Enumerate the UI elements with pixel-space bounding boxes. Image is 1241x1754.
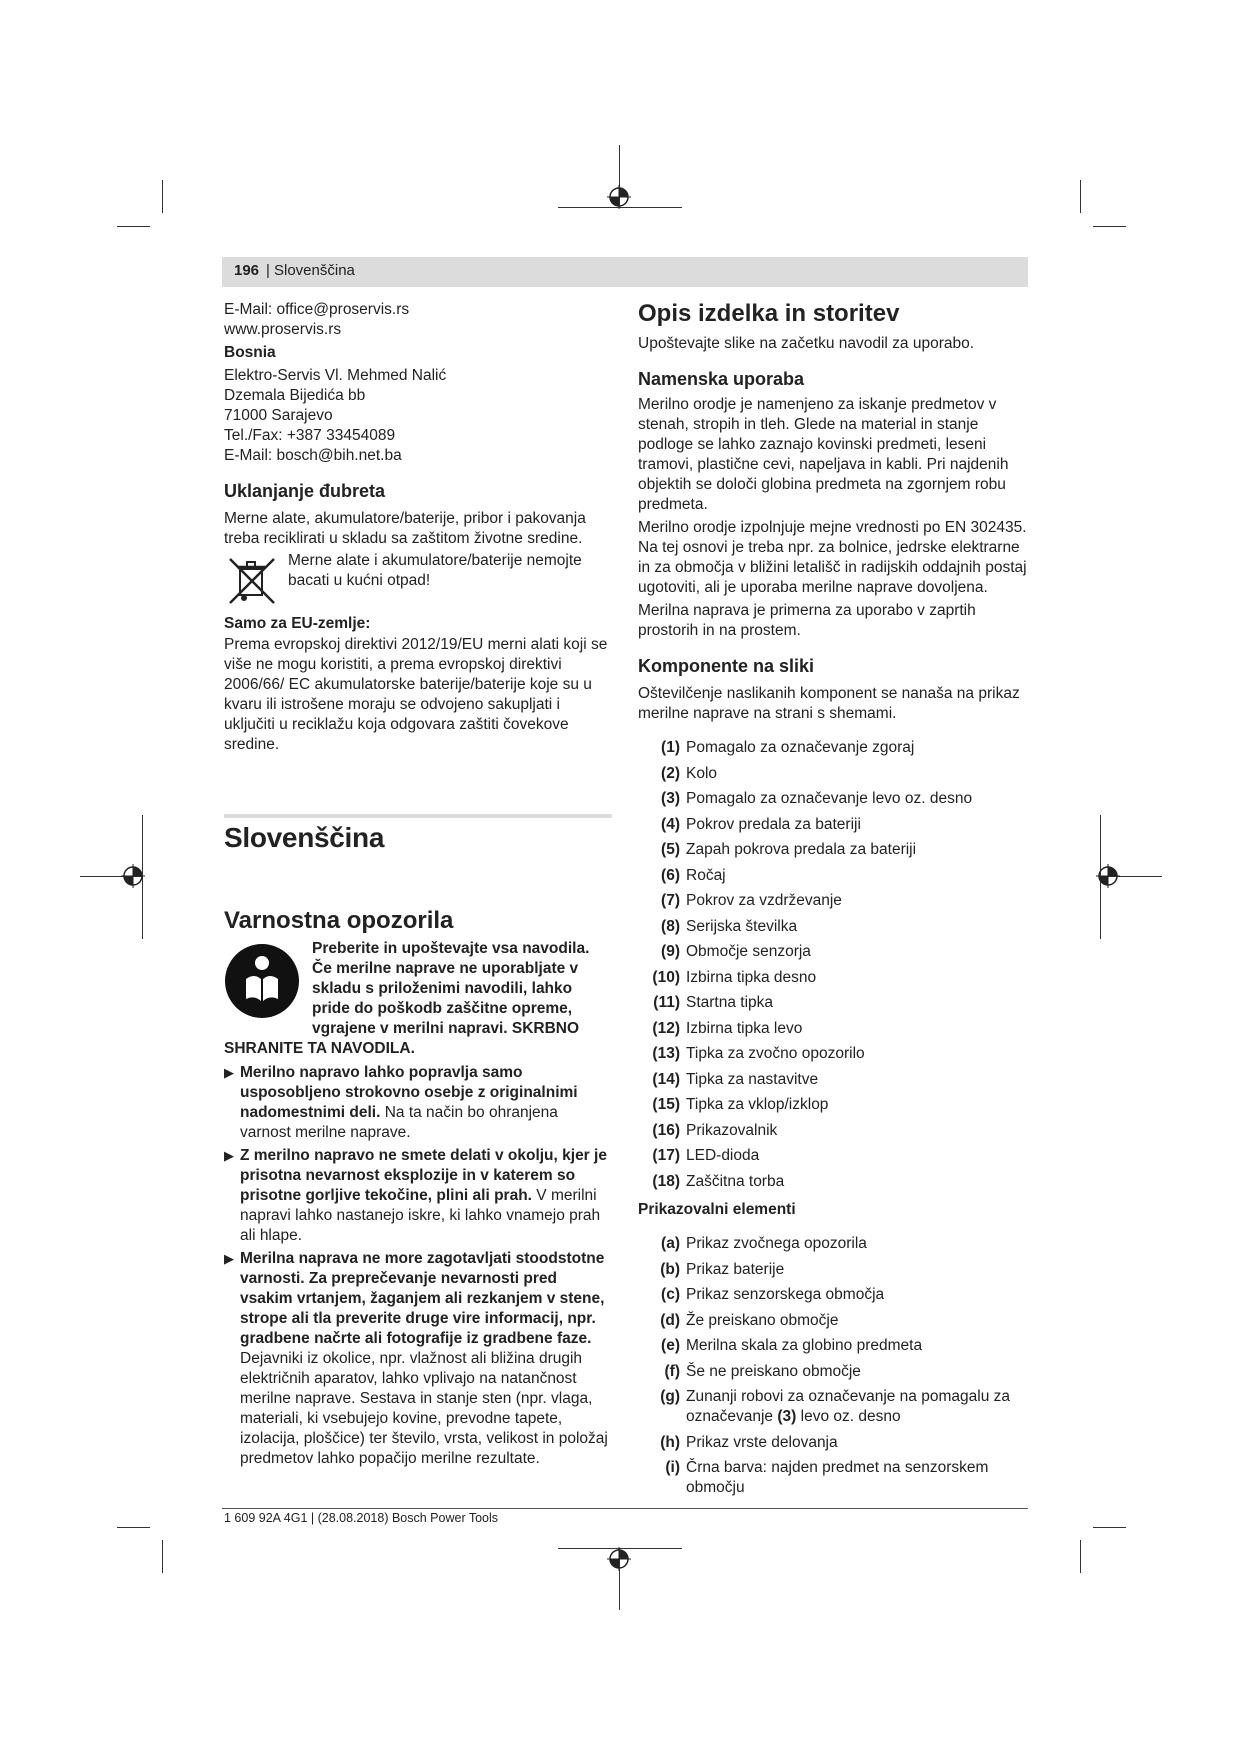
list-item: (15) Tipka za vklop/izklop xyxy=(652,1096,829,1113)
section-rule xyxy=(224,814,612,818)
header-language: Slovenščina xyxy=(274,262,355,279)
registration-target-icon xyxy=(607,1547,631,1571)
address-line: Elektro-Servis Vl. Mehmed Nalić xyxy=(224,367,447,384)
list-item: (9) Območje senzorja xyxy=(661,943,811,960)
list-item: (a) Prikaz zvočnega opozorila xyxy=(661,1235,867,1252)
crop-mark xyxy=(1093,226,1126,227)
address-line: Tel./Fax: +387 33454089 xyxy=(224,427,396,444)
crop-mark xyxy=(162,180,163,213)
registration-target-icon xyxy=(607,185,631,209)
safety-bullet xyxy=(224,1063,612,1143)
crop-mark xyxy=(117,226,150,227)
triangle-bullet-icon: ▶ xyxy=(224,1251,234,1266)
product-intro: Upoštevajte slike na začetku navodil za uporabo. xyxy=(638,335,975,352)
components-list xyxy=(638,738,1030,1197)
list-item: (1) Pomagalo za označevanje zgoraj xyxy=(661,739,915,756)
bullet-bold: Merilna naprava ne more zagotavljati stoodstotne varnosti. Za preprečevanje nevarnosti pred vsakim vrtanjem, žaganjem ali rezkanjem v stene, strope ali tla preverite druge vire informacij, npr. gradbene načrte ali fotografije iz gradbene faze. xyxy=(240,1250,605,1347)
list-item: (10) Izbirna tipka desno xyxy=(652,968,817,986)
bullet-text: V merilni napravi lahko nastanejo iskre, ki lahko vnamejo prah ali hlape. xyxy=(240,1187,601,1244)
page-number: 196 xyxy=(234,262,260,279)
list-item: (g) Zunanji robovi za označevanje na pomagalu za označevanje (3) levo oz. desno xyxy=(660,1388,1010,1425)
bullet-text: Dejavniki iz okolice, npr. vlažnost ali bližina drugih električnih aparatov, lahko vplivajo na natančnost merilne naprave. Sestava in stanje sten (npr. vlaga, materiali, ki vsebujejo kovine, prevodne tapete, izolacija, ploščice) ter število, vrsta, velikost in položaj predmetov lahko popačijo merilne rezultate. xyxy=(240,1350,608,1467)
product-title: Opis izdelka in storitev xyxy=(638,300,900,327)
intended-p2: Merilno orodje izpolnjuje mejne vrednosti po EN 302435. Na tej osnovi je treba npr. za bolnice, jedrske elektrarne in za območja v bližini letališč in radijskih oddajnih postaj ugotoviti, ali je uporaba merilne naprave dovoljena. xyxy=(638,519,1027,596)
list-item: (2) Kolo xyxy=(661,764,718,782)
bullet-text: Na ta način bo ohranjena varnost merilne naprave. xyxy=(240,1104,558,1141)
web-rs: www.proservis.rs xyxy=(224,321,342,338)
list-item: (8) Serijska številka xyxy=(661,917,798,935)
safety-intro-block xyxy=(224,939,612,1059)
disposal-note: Merne alate i akumulatore/baterije nemojte bacati u kućni otpad! xyxy=(288,552,582,589)
address-line: 71000 Sarajevo xyxy=(224,407,333,424)
disposal-text: Merne alate, akumulatore/baterije, pribor i pakovanja treba reciklirati u skladu sa zaštitom životne sredine. xyxy=(224,510,586,547)
registration-target-icon xyxy=(1096,864,1120,888)
footer-rule xyxy=(222,1508,1028,1509)
list-item: (4) Pokrov predala za bateriji xyxy=(661,815,861,833)
list-item: (6) Ročaj xyxy=(661,866,726,884)
list-item: (18) Zaščitna torba xyxy=(652,1172,785,1190)
list-item: (17) LED-dioda xyxy=(652,1147,760,1164)
intended-p1: Merilno orodje je namenjeno za iskanje predmetov v stenah, stropih in tleh. Glede na material in stanje podloge se lahko zaznajo kovinski predmeti, leseni tramovi, plastične cevi, napeljava in kabli. Pri najdenih objektih se določi globina predmeta na zgornjem robu predmeta. xyxy=(638,396,1009,513)
list-item: (14) Tipka za nastavitve xyxy=(652,1070,819,1088)
list-item: (b) Prikaz baterije xyxy=(660,1260,785,1278)
left-column xyxy=(224,300,612,1469)
list-item: (11) Startna tipka xyxy=(653,994,774,1011)
list-item: (i) Črna barva: najden predmet na senzorskem območju xyxy=(665,1459,989,1496)
display-list xyxy=(638,1234,1030,1498)
list-item: (c) Prikaz senzorskega območja xyxy=(661,1286,885,1303)
address-line: E-Mail: bosch@bih.net.ba xyxy=(224,447,402,464)
header-separator: | xyxy=(266,262,270,279)
components-intro: Oštevilčenje naslikanih komponent se nanaša na prikaz merilne naprave na strani s shemami. xyxy=(638,685,1020,722)
address-line: Dzemala Bijedića bb xyxy=(224,387,366,404)
safety-title: Varnostna opozorila xyxy=(224,907,454,934)
components-heading: Komponente na sliki xyxy=(638,656,815,676)
safety-intro: Preberite in upoštevajte vsa navodila. Če merilne naprave ne uporabljate v skladu s priloženimi navodili, lahko pride do poškodb zaščitne opreme, vgrajene v merilni napravi. SKRBNO SHRANITE TA NAVODILA. xyxy=(224,940,590,1057)
right-column xyxy=(638,300,1030,1504)
eu-text: Prema evropskoj direktivi 2012/19/EU merni alati koji se više ne mogu koristiti, a prema evropskoj direktivi 2006/66/ EC akumulatorske baterije/baterije koje su u kvaru ili istrošene moraju se odvojeno sakupljati i uključiti u reciklažu koja odgovara zaštiti čovekove sredine. xyxy=(224,636,608,753)
crop-mark xyxy=(1080,180,1081,213)
display-heading: Prikazovalni elementi xyxy=(638,1201,796,1218)
list-item: (3) Pomagalo za označevanje levo oz. desno xyxy=(661,790,973,807)
registration-target-icon xyxy=(121,864,145,888)
eu-heading: Samo za EU-zemlje: xyxy=(224,615,371,632)
bullet-bold: Z merilno napravo ne smete delati v okolju, kjer je prisotna nevarnost eksplozije in v katerem so prisotne gorljive tekočine, plini ali prah. xyxy=(240,1147,607,1204)
section-title: Slovenščina xyxy=(224,822,385,853)
bosnia-address xyxy=(224,366,612,466)
page-header xyxy=(222,257,1028,287)
list-item: (12) Izbirna tipka levo xyxy=(652,1019,803,1037)
bosnia-heading: Bosnia xyxy=(224,344,276,361)
crop-mark xyxy=(162,1540,163,1573)
email-rs: E-Mail: office@proservis.rs xyxy=(224,301,410,318)
crop-mark xyxy=(1080,1540,1081,1573)
list-item: (16) Prikazovalnik xyxy=(652,1121,778,1139)
list-item: (13) Tipka za zvočno opozorilo xyxy=(652,1045,865,1062)
list-item: (f) Še ne preiskano območje xyxy=(664,1362,861,1380)
safety-bullet xyxy=(224,1146,612,1246)
bullet-bold: Merilno napravo lahko popravlja samo usposobljeno strokovno osebje z originalnimi nadomestnimi deli. xyxy=(240,1064,578,1121)
list-item: (5) Zapah pokrova predala za bateriji xyxy=(661,841,917,858)
disposal-heading: Uklanjanje đubreta xyxy=(224,481,386,501)
safety-bullet xyxy=(224,1249,612,1469)
read-manual-icon xyxy=(224,943,300,1019)
crop-mark xyxy=(117,1527,150,1528)
crossed-out-bin-icon xyxy=(226,555,278,607)
intended-p3: Merilna naprava je primerna za uporabo v zaprtih prostorih in na prostem. xyxy=(638,602,976,639)
triangle-bullet-icon: ▶ xyxy=(224,1148,234,1163)
disposal-note-block xyxy=(224,551,612,611)
list-item: (h) Prikaz vrste delovanja xyxy=(660,1433,838,1451)
triangle-bullet-icon: ▶ xyxy=(224,1065,234,1080)
list-item: (7) Pokrov za vzdrževanje xyxy=(661,892,842,909)
crop-mark xyxy=(1093,1527,1126,1528)
page-footer: 1 609 92A 4G1 | (28.08.2018) Bosch Power Tools xyxy=(224,1511,499,1525)
list-item: (d) Že preiskano območje xyxy=(660,1311,839,1329)
list-item: (e) Merilna skala za globino predmeta xyxy=(661,1337,923,1354)
intended-heading: Namenska uporaba xyxy=(638,369,805,389)
